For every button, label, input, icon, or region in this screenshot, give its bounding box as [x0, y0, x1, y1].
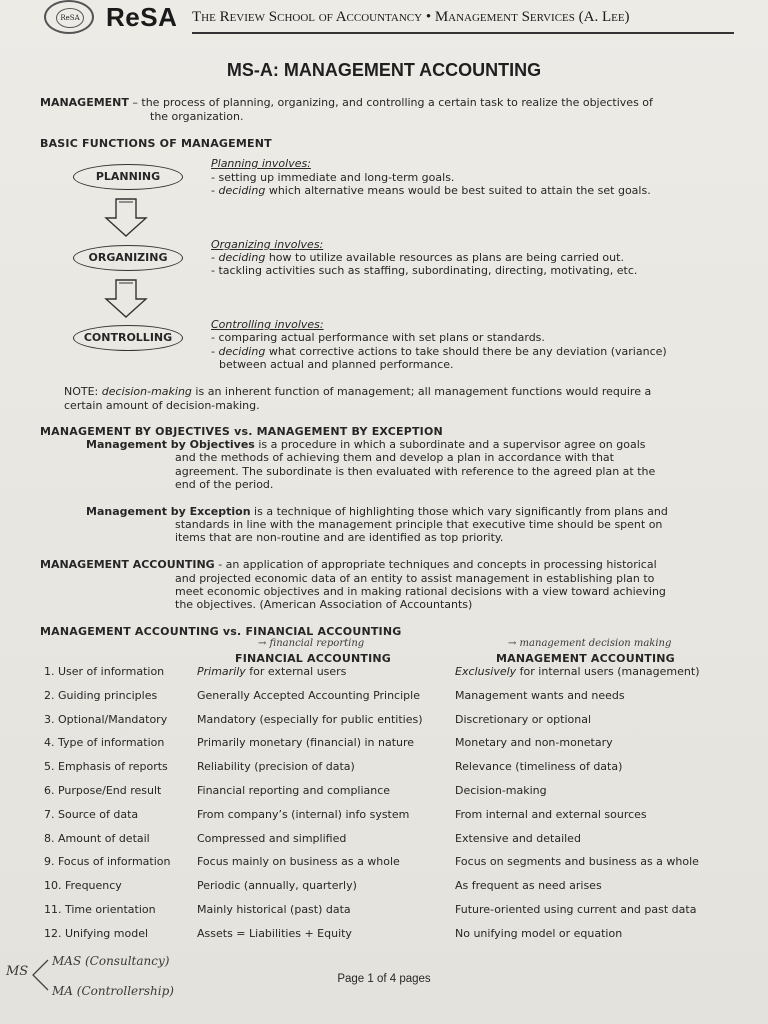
table-row — [44, 903, 734, 919]
down-arrow-icon — [104, 198, 148, 238]
mbe-line3: items that are non-routine and are identified as top priority. — [175, 531, 504, 544]
controlling-line3: between actual and planned performance. — [219, 358, 454, 371]
organizing-involves: Organizing involves: — [211, 238, 324, 251]
table-row — [44, 927, 734, 943]
planning-line1: - setting up immediate and long-term goals. — [211, 171, 455, 184]
planning-involves: Planning involves: — [211, 157, 311, 170]
management-term: MANAGEMENT — [40, 96, 129, 109]
planning-line2: - deciding which alternative means would be best suited to attain the set goals. — [211, 184, 651, 197]
col-header-management: MANAGEMENT ACCOUNTING — [496, 652, 675, 665]
controlling-oval: CONTROLLING — [73, 325, 183, 351]
note-line2: certain amount of decision-making. — [64, 399, 260, 412]
document-title: MS-A: MANAGEMENT ACCOUNTING — [226, 60, 542, 80]
mbe-line2: standards in line with the management principle that executive time should be spent on — [175, 518, 663, 531]
mbo-line2: and the methods of achieving them and develop a plan in accordance with that — [175, 451, 614, 464]
row-financial: Compressed and simplified — [197, 831, 347, 845]
row-criterion: 8. Amount of detail — [44, 831, 150, 845]
down-arrow-icon — [104, 279, 148, 319]
row-criterion: 2. Guiding principles — [44, 688, 158, 702]
row-criterion: 11. Time orientation — [44, 903, 156, 916]
handwritten-note-fa: → financial reporting — [258, 638, 365, 649]
row-criterion: 7. Source of data — [44, 807, 139, 821]
row-management: Monetary and non-monetary — [455, 736, 613, 750]
table-row — [44, 879, 734, 895]
row-financial: Assets = Liabilities + Equity — [197, 926, 352, 940]
row-financial: Periodic (annually, quarterly) — [197, 879, 357, 893]
row-financial: Mainly historical (past) data — [197, 903, 351, 916]
mbo-line3: agreement. The subordinate is then evaluated with reference to the agreed plan at the — [175, 465, 656, 478]
table-row — [44, 855, 734, 871]
basic-functions-heading: BASIC FUNCTIONS OF MANAGEMENT — [40, 137, 272, 150]
school-seal-logo — [44, 0, 94, 34]
row-criterion: 12. Unifying model — [44, 926, 149, 940]
row-criterion: 3. Optional/Mandatory — [44, 712, 168, 726]
row-management: Future-oriented using current and past data — [455, 903, 697, 916]
seal-text: ReSA — [56, 8, 84, 28]
organizing-oval: ORGANIZING — [73, 245, 183, 271]
row-management: Management wants and needs — [455, 688, 625, 702]
row-financial: Primarily monetary (financial) in nature — [197, 736, 415, 750]
organizing-line1: - deciding how to utilize available resources as plans are being carried out. — [211, 251, 624, 264]
row-criterion: 9. Focus of information — [44, 855, 171, 869]
ma-def-line4: the objectives. (American Association of Accountants) — [175, 598, 473, 611]
row-financial: Generally Accepted Accounting Principle — [197, 688, 420, 702]
controlling-line2: - deciding what corrective actions to take should there be any deviation (variance) — [211, 345, 667, 358]
mbo-line1: Management by Objectives is a procedure in which a subordinate and a supervisor agree on goals — [86, 438, 646, 451]
row-management: From internal and external sources — [455, 807, 647, 821]
handwritten-ma: MA (Controllership) — [52, 984, 174, 998]
row-management: Decision-making — [455, 784, 547, 797]
ma-def-line2: and projected economic data of an entity to assist management in establishing plan to — [175, 572, 655, 585]
mbe-line1: Management by Exception is a technique of highlighting those which vary significantly from plans and — [86, 505, 668, 518]
row-criterion: 6. Purpose/End result — [44, 784, 162, 797]
row-financial: From company’s (internal) info system — [197, 807, 410, 821]
row-management: Focus on segments and business as a whole — [455, 855, 699, 869]
note-line1: NOTE: decision-making is an inherent function of management; all management functions would require a — [64, 385, 652, 398]
row-management: No unifying model or equation — [455, 926, 623, 940]
organizing-line2: - tackling activities such as staffing, subordinating, directing, motivating, etc. — [211, 264, 638, 277]
col-header-financial: FINANCIAL ACCOUNTING — [235, 652, 392, 665]
controlling-involves: Controlling involves: — [211, 318, 324, 331]
table-row — [44, 665, 734, 681]
row-financial: Mandatory (especially for public entities) — [197, 712, 423, 726]
handwritten-ms: MS — [6, 964, 29, 979]
school-name: The Review School of Accountancy • Management Services (A. Lee) — [192, 9, 630, 25]
handwritten-mas: MAS (Consultancy) — [52, 954, 170, 968]
table-row — [44, 713, 734, 729]
row-management: Exclusively for internal users (management) — [455, 665, 700, 678]
row-criterion: 4. Type of information — [44, 736, 165, 750]
row-financial: Reliability (precision of data) — [197, 760, 355, 774]
table-row — [44, 736, 734, 752]
header-rule — [192, 32, 734, 34]
management-def-line1: – the process of planning, organizing, and controlling a certain task to realize the objectives of — [128, 96, 653, 109]
page-footer: Page 1 of 4 pages — [337, 973, 431, 985]
row-management: Discretionary or optional — [455, 712, 592, 726]
row-management: Extensive and detailed — [455, 831, 581, 845]
management-definition — [40, 96, 653, 110]
table-row — [44, 689, 734, 705]
row-criterion: 5. Emphasis of reports — [44, 760, 168, 774]
row-management: Relevance (timeliness of data) — [455, 760, 623, 774]
row-financial: Focus mainly on business as a whole — [197, 855, 400, 869]
table-row — [44, 760, 734, 776]
row-management: As frequent as need arises — [455, 879, 602, 893]
planning-oval: PLANNING — [73, 164, 183, 190]
document-header — [44, 0, 734, 36]
row-criterion: 10. Frequency — [44, 879, 122, 893]
row-financial: Financial reporting and compliance — [197, 784, 391, 797]
management-def-line2: the organization. — [150, 110, 244, 123]
table-row — [44, 784, 734, 800]
row-criterion: 1. User of information — [44, 665, 165, 678]
comparison-heading: MANAGEMENT ACCOUNTING vs. FINANCIAL ACCOUNTING — [40, 625, 402, 638]
row-financial: Primarily for external users — [197, 665, 347, 678]
handwritten-note-ma: → management decision making — [508, 638, 672, 649]
mbo-line4: end of the period. — [175, 478, 274, 491]
ma-def-line1: MANAGEMENT ACCOUNTING - an application of appropriate techniques and concepts in processing historical — [40, 558, 657, 571]
ma-def-line3: meet economic objectives and in making rational decisions with a view toward achieving — [175, 585, 666, 598]
table-row — [44, 832, 734, 848]
controlling-line1: - comparing actual performance with set plans or standards. — [211, 331, 545, 344]
brand-name: ReSA — [106, 2, 178, 32]
table-row — [44, 808, 734, 824]
mbo-mbe-heading: MANAGEMENT BY OBJECTIVES vs. MANAGEMENT BY EXCEPTION — [40, 425, 443, 438]
